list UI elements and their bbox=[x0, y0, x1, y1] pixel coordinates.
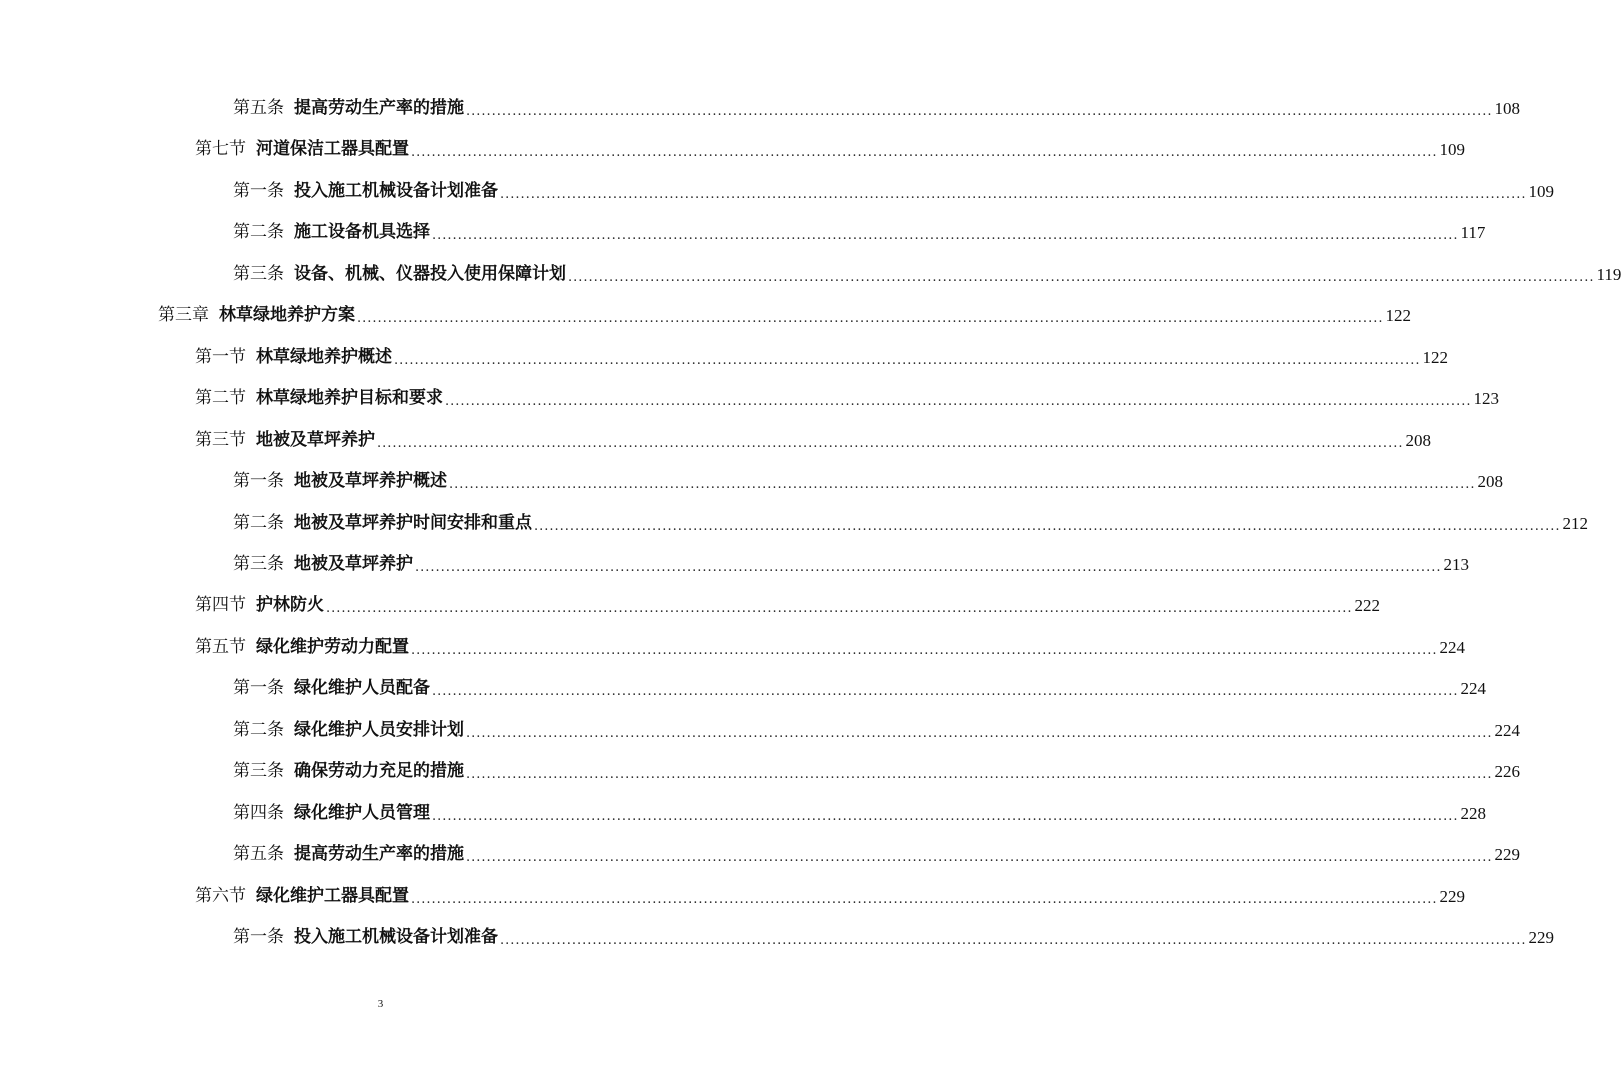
toc-entry-title: 绿化维护工器具配置 bbox=[256, 885, 409, 906]
toc-entry-number: 第一条 bbox=[233, 180, 284, 201]
toc-leader-dots: ........................................................................................................................................................................................................ bbox=[534, 518, 1561, 534]
toc-entry-title: 绿化维护劳动力配置 bbox=[256, 636, 409, 657]
toc-entry-page: 212 bbox=[1562, 513, 1588, 533]
toc-entry-number: 第二条 bbox=[233, 719, 284, 740]
toc-entry-number: 第五条 bbox=[233, 98, 284, 118]
toc-entry[interactable] bbox=[233, 212, 1486, 253]
toc-entry-page: 123 bbox=[1473, 389, 1499, 409]
toc-entry[interactable] bbox=[195, 378, 1499, 419]
toc-entry-number: 第一条 bbox=[233, 471, 284, 492]
toc-leader-dots: ........................................................................................................................................................................................................ bbox=[394, 352, 1421, 368]
page-number: 3 bbox=[377, 998, 384, 1010]
toc-entry[interactable] bbox=[233, 710, 1520, 751]
toc-leader-dots: ........................................................................................................................................................................................................ bbox=[432, 808, 1459, 824]
toc-entry[interactable] bbox=[233, 254, 1621, 295]
toc-leader-dots: ........................................................................................................................................................................................................ bbox=[500, 186, 1527, 202]
toc-leader-dots: ........................................................................................................................................................................................................ bbox=[445, 394, 1472, 410]
toc-entry-number: 第三条 bbox=[233, 553, 284, 574]
toc-entry-page: 226 bbox=[1494, 762, 1520, 782]
toc-entry[interactable] bbox=[233, 503, 1588, 544]
toc-entry-number: 第二条 bbox=[233, 512, 284, 533]
toc-entry-title: 林草绿地养护方案 bbox=[219, 305, 355, 326]
toc-entry-title: 护林防火 bbox=[256, 595, 324, 616]
toc-entry-title: 地被及草坪养护 bbox=[294, 553, 413, 574]
toc-entry-title: 提高劳动生产率的措施 bbox=[294, 98, 464, 118]
toc-leader-dots: ........................................................................................................................................................................................................ bbox=[432, 684, 1459, 700]
toc-entry-page: 222 bbox=[1354, 596, 1380, 616]
toc-entry-title: 林草绿地养护概述 bbox=[256, 346, 392, 367]
toc-entry-title: 地被及草坪养护时间安排和重点 bbox=[294, 512, 532, 533]
toc-entry-title: 投入施工机械设备计划准备 bbox=[294, 180, 498, 201]
toc-entry-number: 第三条 bbox=[233, 263, 284, 284]
toc-leader-dots: ........................................................................................................................................................................................................ bbox=[326, 601, 1353, 617]
toc-entry-page: 119 bbox=[1596, 264, 1621, 284]
toc-entry[interactable] bbox=[233, 917, 1554, 958]
toc-entry-page: 224 bbox=[1494, 720, 1520, 740]
toc-leader-dots: ........................................................................................................................................................................................................ bbox=[466, 850, 1493, 866]
toc-leader-dots: ........................................................................................................................................................................................................ bbox=[411, 891, 1438, 907]
toc-leader-dots: ........................................................................................................................................................................................................ bbox=[466, 725, 1493, 741]
toc-entry[interactable] bbox=[195, 876, 1465, 917]
toc-entry[interactable] bbox=[195, 585, 1380, 626]
toc-entry-title: 确保劳动力充足的措施 bbox=[294, 761, 464, 782]
toc-entry-number: 第一节 bbox=[195, 346, 246, 367]
toc-entry-page: 228 bbox=[1460, 803, 1486, 823]
toc-leader-dots: ........................................................................................................................................................................................................ bbox=[568, 269, 1595, 285]
toc-leader-dots: ........................................................................................................................................................................................................ bbox=[449, 477, 1476, 493]
toc-entry-page: 229 bbox=[1528, 928, 1554, 947]
toc-entry-page: 109 bbox=[1439, 140, 1465, 160]
toc-entry-number: 第六节 bbox=[195, 885, 246, 906]
toc-entry-number: 第三章 bbox=[158, 305, 209, 326]
toc-entry-page: 208 bbox=[1405, 430, 1431, 450]
toc-entry-number: 第一条 bbox=[233, 678, 284, 699]
toc-entry-number: 第四节 bbox=[195, 595, 246, 616]
toc-entry[interactable] bbox=[233, 461, 1503, 502]
toc-entry-page: 117 bbox=[1460, 223, 1486, 243]
toc-entry-page: 229 bbox=[1439, 886, 1465, 906]
toc-entry[interactable] bbox=[233, 544, 1469, 585]
toc-entry-page: 213 bbox=[1443, 554, 1469, 574]
toc-entry-number: 第七节 bbox=[195, 139, 246, 160]
toc-entry[interactable] bbox=[195, 129, 1465, 170]
toc-leader-dots: ........................................................................................................................................................................................................ bbox=[466, 104, 1493, 119]
toc-entry-number: 第二条 bbox=[233, 222, 284, 243]
toc-entry-title: 绿化维护人员配备 bbox=[294, 678, 430, 699]
toc-leader-dots: ........................................................................................................................................................................................................ bbox=[411, 642, 1438, 658]
toc-entry-title: 提高劳动生产率的措施 bbox=[294, 844, 464, 865]
toc-entry-title: 投入施工机械设备计划准备 bbox=[294, 927, 498, 947]
toc-leader-dots: ........................................................................................................................................................................................................ bbox=[432, 228, 1459, 244]
toc-entry[interactable] bbox=[233, 793, 1486, 834]
toc-entry[interactable] bbox=[233, 668, 1486, 709]
toc-entry-title: 地被及草坪养护 bbox=[256, 429, 375, 450]
toc-entry-number: 第三节 bbox=[195, 429, 246, 450]
toc-leader-dots: ........................................................................................................................................................................................................ bbox=[466, 767, 1493, 783]
toc-entry-title: 绿化维护人员管理 bbox=[294, 802, 430, 823]
toc-entry-page: 224 bbox=[1439, 637, 1465, 657]
toc-entry-title: 施工设备机具选择 bbox=[294, 222, 430, 243]
toc-entry-page: 208 bbox=[1477, 472, 1503, 492]
toc-leader-dots: ........................................................................................................................................................................................................ bbox=[357, 311, 1384, 327]
toc-entry-page: 108 bbox=[1494, 99, 1520, 118]
toc-entry[interactable] bbox=[195, 627, 1465, 668]
toc-entry-title: 河道保洁工器具配置 bbox=[256, 139, 409, 160]
toc-entry-title: 林草绿地养护目标和要求 bbox=[256, 388, 443, 409]
toc-leader-dots: ........................................................................................................................................................................................................ bbox=[500, 933, 1527, 948]
toc-entry-page: 109 bbox=[1528, 181, 1554, 201]
toc-entry-number: 第五条 bbox=[233, 844, 284, 865]
toc-entry[interactable] bbox=[195, 420, 1431, 461]
toc-entry[interactable] bbox=[233, 834, 1520, 875]
toc-entry[interactable] bbox=[195, 337, 1448, 378]
toc-entry-title: 绿化维护人员安排计划 bbox=[294, 719, 464, 740]
toc-entry[interactable] bbox=[233, 171, 1554, 212]
toc-entry-number: 第一条 bbox=[233, 927, 284, 947]
toc-entry-page: 122 bbox=[1385, 306, 1411, 326]
toc-entry-title: 设备、机械、仪器投入使用保障计划 bbox=[294, 263, 566, 284]
toc-entry[interactable] bbox=[233, 88, 1520, 129]
toc-leader-dots: ........................................................................................................................................................................................................ bbox=[415, 559, 1442, 575]
toc-entry[interactable] bbox=[233, 751, 1520, 792]
toc-entry-title: 地被及草坪养护概述 bbox=[294, 471, 447, 492]
toc-entry-number: 第四条 bbox=[233, 802, 284, 823]
toc-entry[interactable] bbox=[158, 295, 1411, 336]
toc-entry-page: 224 bbox=[1460, 679, 1486, 699]
toc-entry-number: 第二节 bbox=[195, 388, 246, 409]
toc-entry-page: 122 bbox=[1422, 347, 1448, 367]
toc-leader-dots: ........................................................................................................................................................................................................ bbox=[377, 435, 1404, 451]
toc-entry-number: 第五节 bbox=[195, 636, 246, 657]
toc-leader-dots: ........................................................................................................................................................................................................ bbox=[411, 145, 1438, 161]
toc-entry-page: 229 bbox=[1494, 845, 1520, 865]
toc-entry-number: 第三条 bbox=[233, 761, 284, 782]
